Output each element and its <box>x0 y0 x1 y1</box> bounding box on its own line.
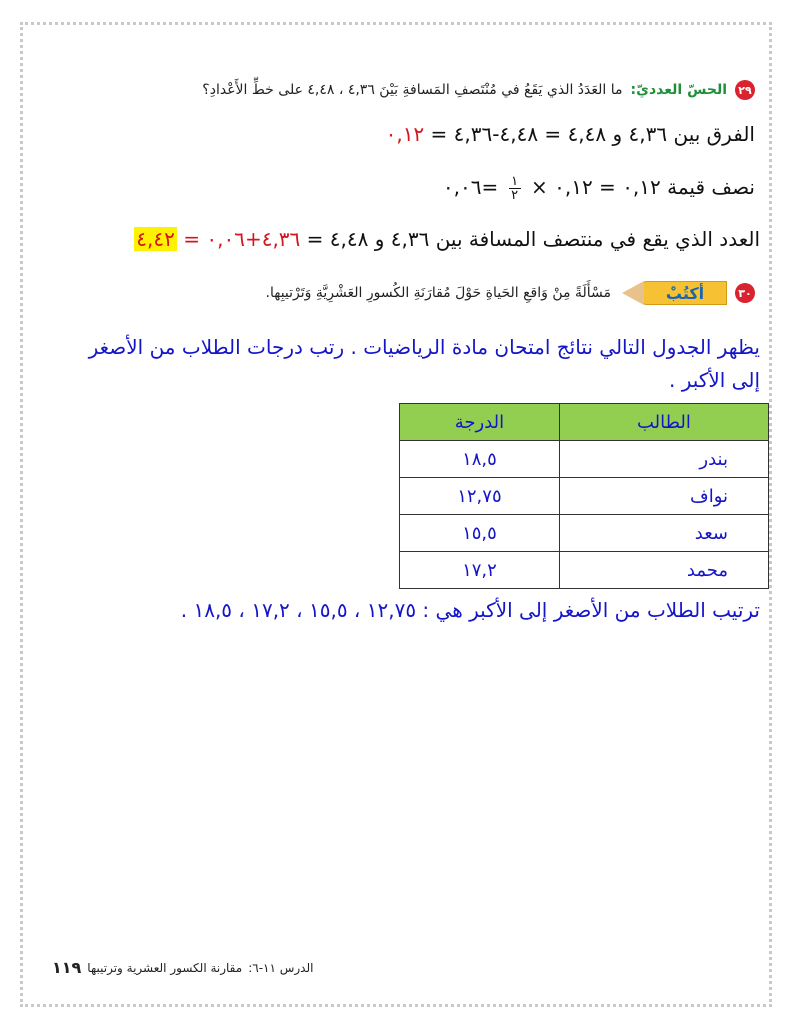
answer-line-3 <box>134 227 760 251</box>
problem-line-2: إلى الأكبر . <box>669 368 760 392</box>
fraction-numerator: ١ <box>511 174 519 189</box>
header-student: الطالب <box>559 404 768 441</box>
fraction-one-half <box>509 175 521 202</box>
student-name: نواف <box>559 478 768 515</box>
table-row <box>400 552 769 589</box>
problem-line-1: يظهر الجدول التالي نتائج امتحان مادة الرياضيات . رتب درجات الطلاب من الأصغر <box>88 335 760 359</box>
answer-line-3-result: ٤,٤٢ <box>136 227 175 251</box>
question-title: الحسّ العدديّ: <box>630 82 727 98</box>
answer-line-3-calc: ٤,٣٦+٠,٠٦ = <box>176 227 301 251</box>
student-name: محمد <box>559 552 768 589</box>
grades-table <box>399 403 769 589</box>
header-grade: الدرجة <box>400 404 560 441</box>
pencil-label: أكتُبْ <box>643 281 727 305</box>
pencil-tip <box>622 281 644 305</box>
page-footer <box>52 958 313 977</box>
student-grade: ١٢,٧٥ <box>400 478 560 515</box>
lesson-number: الدرس ١١-٦: <box>248 960 314 975</box>
answer-line-2-result: =٠,٠٦ <box>442 175 499 199</box>
student-name: سعد <box>559 515 768 552</box>
answer-line-1-text: الفرق بين ٤,٣٦ و ٤,٤٨ = ٤,٤٨-٤,٣٦ = <box>424 122 755 146</box>
student-grade: ١٧,٢ <box>400 552 560 589</box>
fraction-denominator: ٢ <box>511 188 519 203</box>
page-number: ١١٩ <box>52 958 82 977</box>
question-text: مَسْأَلَةً مِنْ وَاقعِ الحَياةِ حَوْلَ مُقارَنَةِ الكُسورِ العَشْرِيَّةِ وَتَرْتيبِها. <box>265 285 611 301</box>
question-text: ما العَدَدُ الذي يَقَعُ في مُنْتَصفِ المَسافةِ بَيْنَ ٤,٣٦ ، ٤,٤٨ على خطِّ الأَعْدادِ؟ <box>202 82 623 98</box>
question-number: ٢٩ <box>735 80 755 100</box>
answer-line-2-prefix: نصف قيمة ٠,١٢ = ٠,١٢ × <box>530 175 755 199</box>
answer-line-2 <box>443 175 755 202</box>
table-header-row <box>400 404 769 441</box>
answer-line-1 <box>386 122 755 146</box>
student-grade: ١٨,٥ <box>400 441 560 478</box>
table-row <box>400 478 769 515</box>
pencil-write-icon <box>619 280 727 306</box>
answer-line-3-text: العدد الذي يقع في منتصف المسافة بين ٤,٣٦ و ٤,٤٨ = <box>300 227 760 251</box>
question-30 <box>266 280 755 306</box>
table-row <box>400 441 769 478</box>
table-row <box>400 515 769 552</box>
lesson-title: مقارنة الكسور العشرية وترتيبها <box>87 960 243 975</box>
conclusion: ترتيب الطلاب من الأصغر إلى الأكبر هي : ١٢,٧٥ ، ١٥,٥ ، ١٧,٢ ، ١٨,٥ . <box>180 598 760 622</box>
answer-line-1-result: ٠,١٢ <box>385 122 425 146</box>
student-grade: ١٥,٥ <box>400 515 560 552</box>
question-29 <box>202 80 755 100</box>
student-name: بندر <box>559 441 768 478</box>
question-number: ٣٠ <box>735 283 755 303</box>
